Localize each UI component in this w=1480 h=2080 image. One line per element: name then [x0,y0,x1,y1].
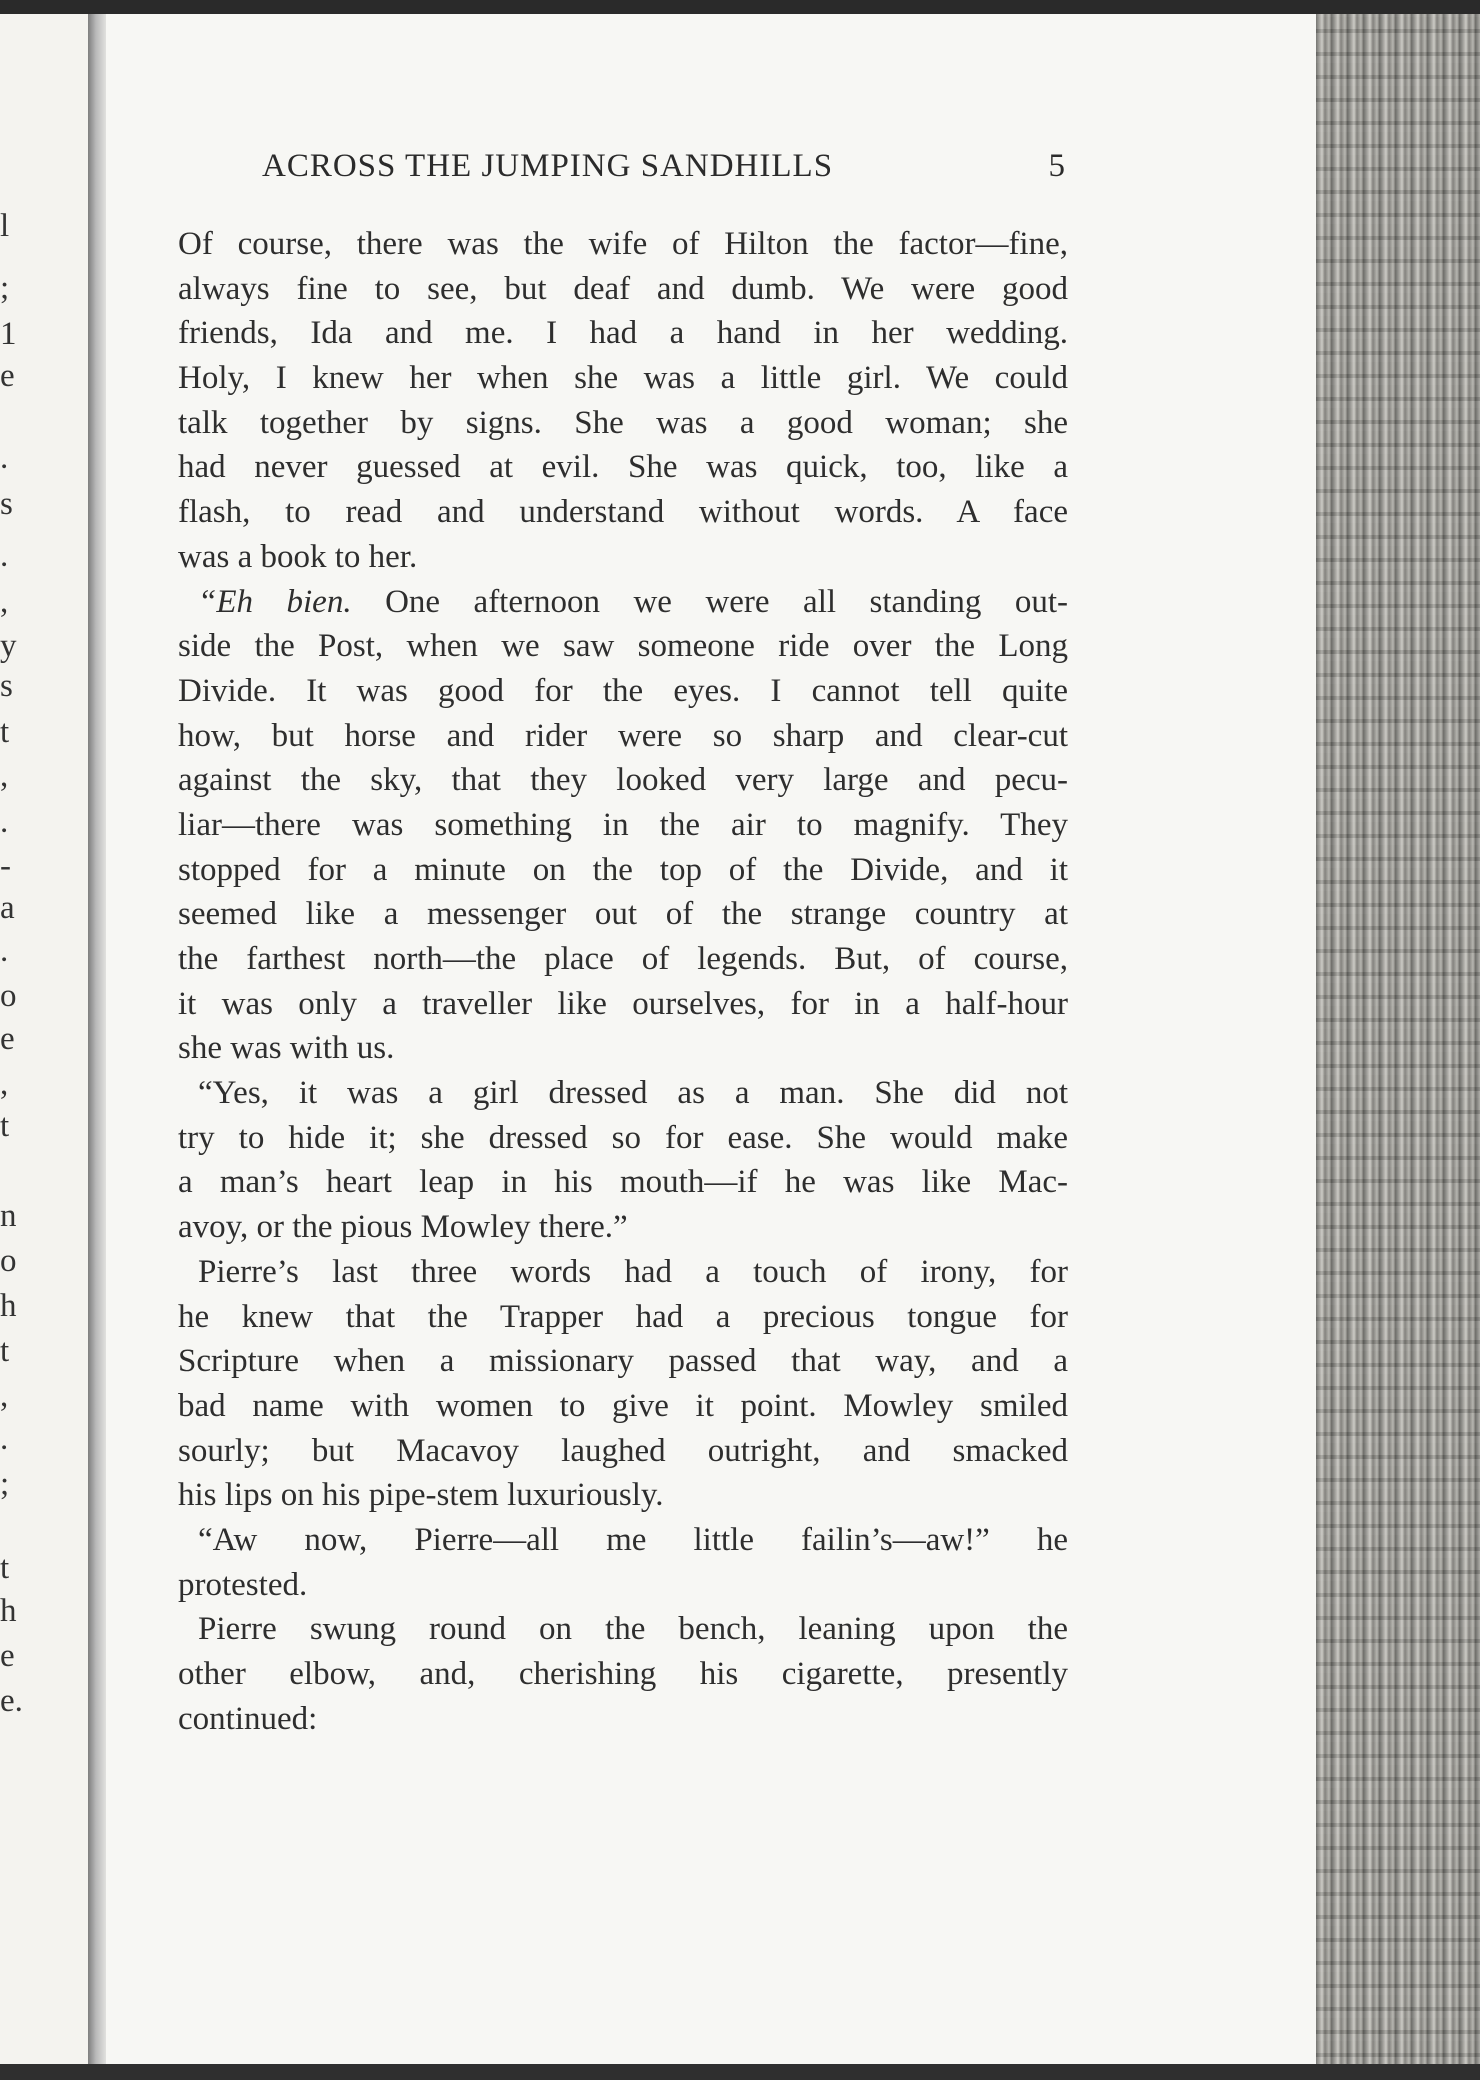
previous-page-fragment: y [0,628,17,664]
text-line: Divide. It was good for the eyes. I cannot tell quite [178,672,1068,709]
page-block-edges [1316,14,1480,2064]
previous-page-fragment: . [0,1421,9,1457]
text-line: always fine to see, but deaf and dumb. We were good [178,270,1068,307]
text-line: his lips on his pipe-stem luxuriously. [178,1477,664,1514]
text-line: Pierre swung round on the bench, leaning upon the [198,1611,1068,1648]
text-line: talk together by signs. She was a good woman; she [178,404,1068,441]
previous-page-fragment: o [0,1243,17,1279]
previous-page-fragment: h [0,1288,17,1324]
body-text [178,222,1068,1741]
previous-page-fragment: e. [0,1683,23,1719]
text-line: it was only a traveller like ourselves, for in a half-hour [178,985,1068,1022]
previous-page-fragment: t [0,1108,10,1144]
text-line [178,580,1068,625]
text-line: the farthest north—the place of legends. But, of course, [178,941,1068,977]
previous-page-fragment: . [0,440,9,476]
previous-page-fragment: h [0,1593,17,1629]
previous-page-fragment: s [0,486,13,522]
text-line: liar—there was something in the air to magnify. They [178,806,1068,843]
text-line: stopped for a minute on the top of the Divide, and it [178,851,1068,888]
text-line: a man’s heart leap in his mouth—if he was like Mac- [178,1164,1068,1201]
text-line: avoy, or the pious Mowley there.” [178,1209,628,1246]
previous-page-fragment: ; [0,1466,10,1502]
previous-page-fragment: , [0,584,9,620]
previous-page-fragment: o [0,978,17,1014]
previous-page-fragment: s [0,668,13,704]
text-line: Pierre’s last three words had a touch of irony, for [198,1253,1068,1290]
page-number: 5 [1048,148,1066,184]
previous-page-fragment: t [0,1550,10,1586]
previous-page-fragment: , [0,1378,9,1414]
text-line: flash, to read and understand without words. A face [178,494,1068,531]
previous-page-fragment: . [0,804,9,840]
previous-page-fragment: t [0,714,10,750]
text-line: Of course, there was the wife of Hilton the factor—fine, [178,226,1068,262]
previous-page-fragment: . [0,933,9,969]
text-line: against the sky, that they looked very large and pecu- [178,762,1068,799]
text-line: had never guessed at evil. She was quick, too, like a [178,449,1068,486]
previous-page-edge [0,14,92,2064]
text-line: side the Post, when we saw someone ride over the Long [178,628,1068,665]
previous-page-fragment: e [0,1638,15,1674]
text-line: protested. [178,1566,308,1603]
previous-page-fragment: e [0,358,15,394]
previous-page-fragment: t [0,1333,10,1369]
text-line: other elbow, and, cherishing his cigarette, presently [178,1656,1068,1692]
previous-page-fragment: l [0,208,10,244]
text-line: continued: [178,1700,318,1737]
running-head: ACROSS THE JUMPING SANDHILLS [262,148,834,184]
previous-page-fragment: a [0,890,15,926]
previous-page-fragment: - [0,848,11,884]
text-line: try to hide it; she dressed so for ease. She would make [178,1119,1068,1156]
previous-page-fragment: . [0,538,9,574]
text-line: how, but horse and rider were so sharp and clear-cut [178,717,1068,754]
text-line: was a book to her. [178,538,418,575]
text-line: seemed like a messenger out of the strange country at [178,896,1068,933]
text-line: Scripture when a missionary passed that way, and a [178,1343,1068,1380]
line-text: One afternoon we were all standing out- [351,583,1069,620]
text-line: “Aw now, Pierre—all me little failin’s—aw!” he [198,1521,1068,1558]
previous-page-fragment: 1 [0,316,17,352]
text-line: she was with us. [178,1030,395,1067]
previous-page-fragment: , [0,758,9,794]
text-line: bad name with women to give it point. Mowley smiled [178,1387,1068,1424]
text-line: he knew that the Trapper had a precious tongue for [178,1298,1068,1335]
text-line: Holy, I knew her when she was a little girl. We could [178,360,1068,397]
previous-page-fragment: e [0,1021,15,1057]
italic-lead: “Eh bien. [198,583,352,620]
previous-page-fragment: ; [0,270,10,306]
previous-page-fragment: n [0,1198,17,1234]
text-line: friends, Ida and me. I had a hand in her wedding. [178,315,1068,352]
page-header [262,148,1066,198]
text-line: sourly; but Macavoy laughed outright, and smacked [178,1432,1068,1469]
previous-page-fragment: , [0,1066,9,1102]
book-gutter [88,14,108,2064]
text-line: “Yes, it was a girl dressed as a man. She did not [198,1075,1068,1112]
scan-border [0,2064,1480,2080]
